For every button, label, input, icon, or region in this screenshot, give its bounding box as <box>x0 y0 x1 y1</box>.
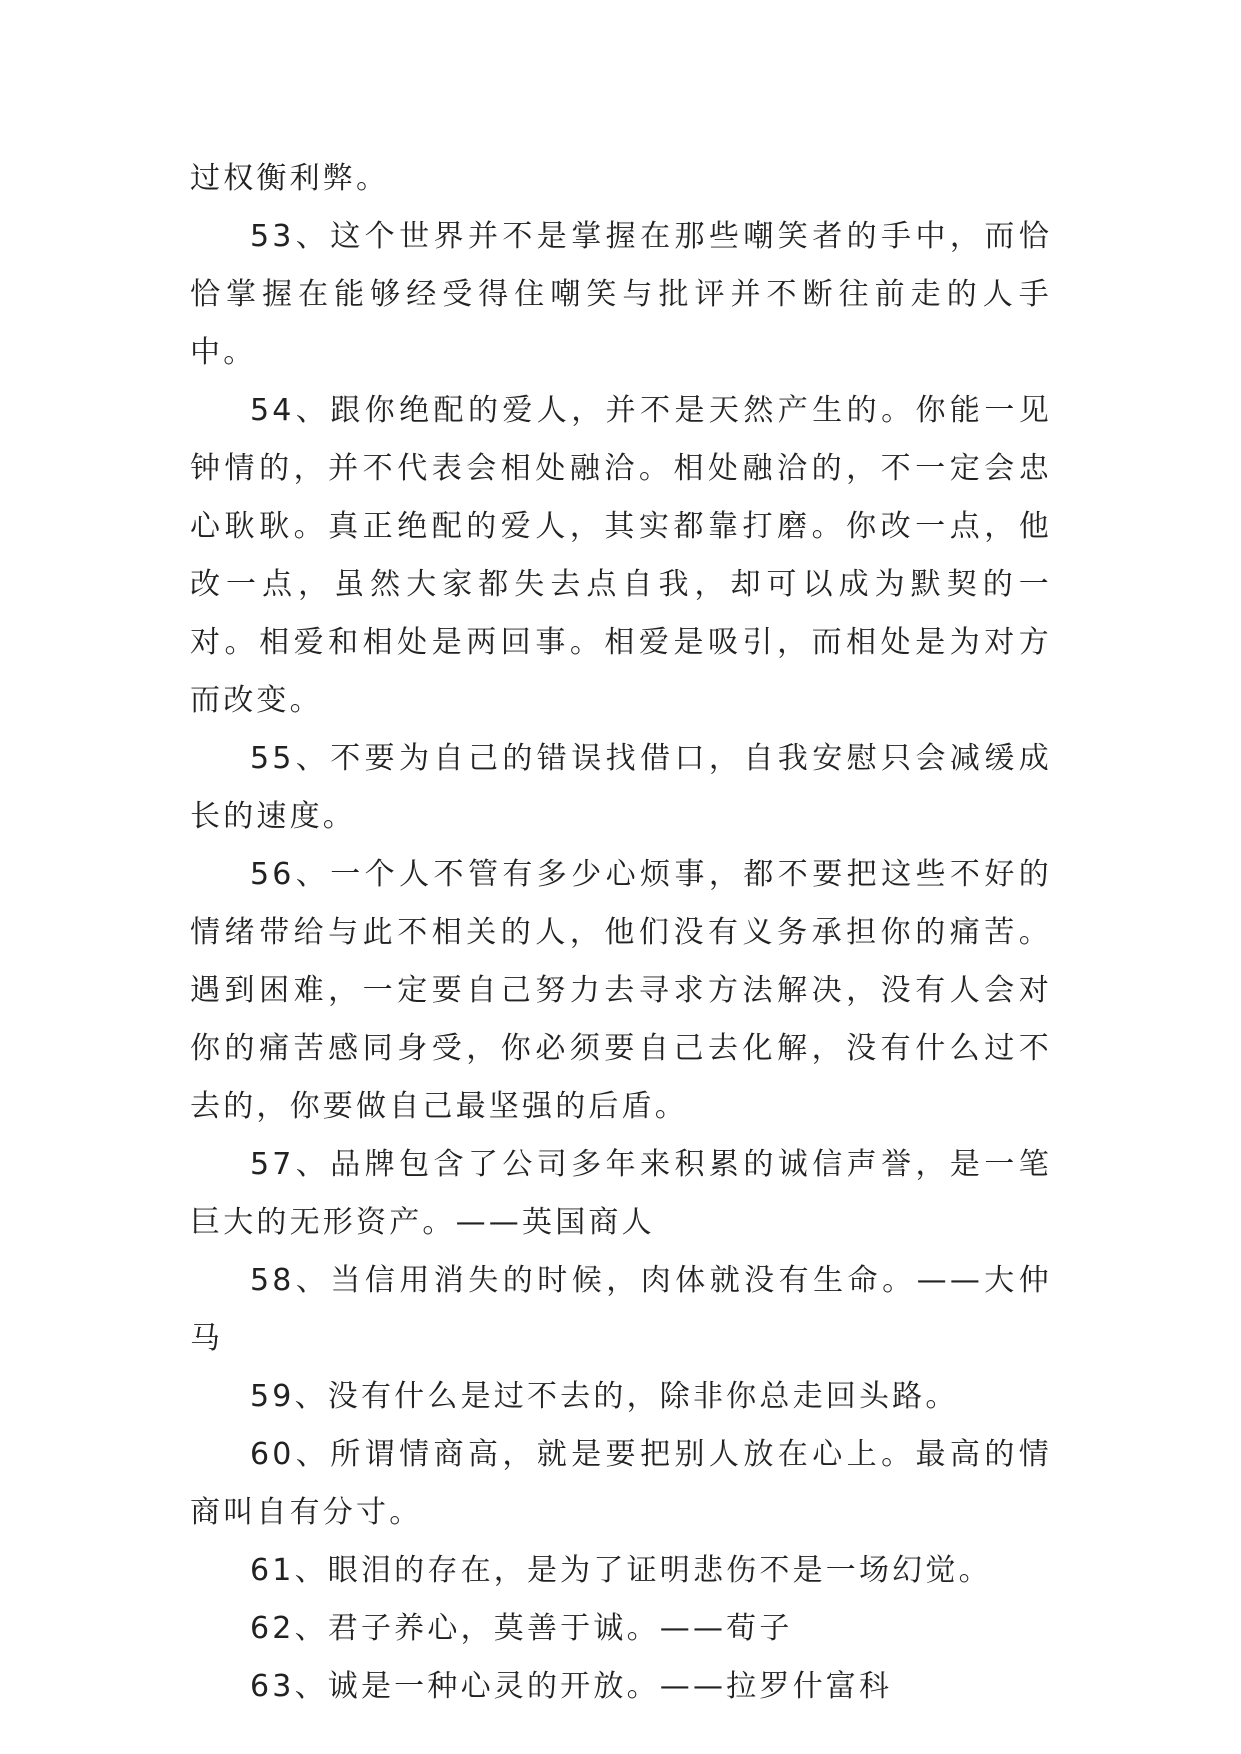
quote-54: 54、跟你绝配的爱人，并不是天然产生的。你能一见钟情的，并不代表会相处融洽。相处融洽的，不一定会忠心耿耿。真正绝配的爱人，其实都靠打磨。你改一点，他改一点，虽然大家都失去点自我，却可以成为默契的一对。相爱和相处是两回事。相爱是吸引，而相处是为对方而改变。 <box>190 393 1052 718</box>
paragraph-continuation: 过权衡利弊。 <box>190 161 390 196</box>
quote-57: 57、品牌包含了公司多年来积累的诚信声誉，是一笔巨大的无形资产。——英国商人 <box>190 1147 1052 1240</box>
quote-55: 55、不要为自己的错误找借口，自我安慰只会减缓成长的速度。 <box>190 741 1052 834</box>
quote-61: 61、眼泪的存在，是为了证明悲伤不是一场幻觉。 <box>250 1553 992 1588</box>
quote-58: 58、当信用消失的时候，肉体就没有生命。——大仲马 <box>190 1263 1052 1356</box>
quote-63: 63、诚是一种心灵的开放。——拉罗什富科 <box>250 1669 893 1704</box>
quote-62: 62、君子养心，莫善于诚。——荀子 <box>250 1611 793 1646</box>
quote-53: 53、这个世界并不是掌握在那些嘲笑者的手中，而恰恰掌握在能够经受得住嘲笑与批评并不断往前走的人手中。 <box>190 219 1052 370</box>
quote-59: 59、没有什么是过不去的，除非你总走回头路。 <box>250 1379 959 1414</box>
quote-56: 56、一个人不管有多少心烦事，都不要把这些不好的情绪带给与此不相关的人，他们没有义务承担你的痛苦。遇到困难，一定要自己努力去寻求方法解决，没有人会对你的痛苦感同身受，你必须要自己去化解，没有什么过不去的，你要做自己最坚强的后盾。 <box>190 857 1052 1124</box>
quote-60: 60、所谓情商高，就是要把别人放在心上。最高的情商叫自有分寸。 <box>190 1437 1052 1530</box>
document-body <box>190 150 1052 1716</box>
